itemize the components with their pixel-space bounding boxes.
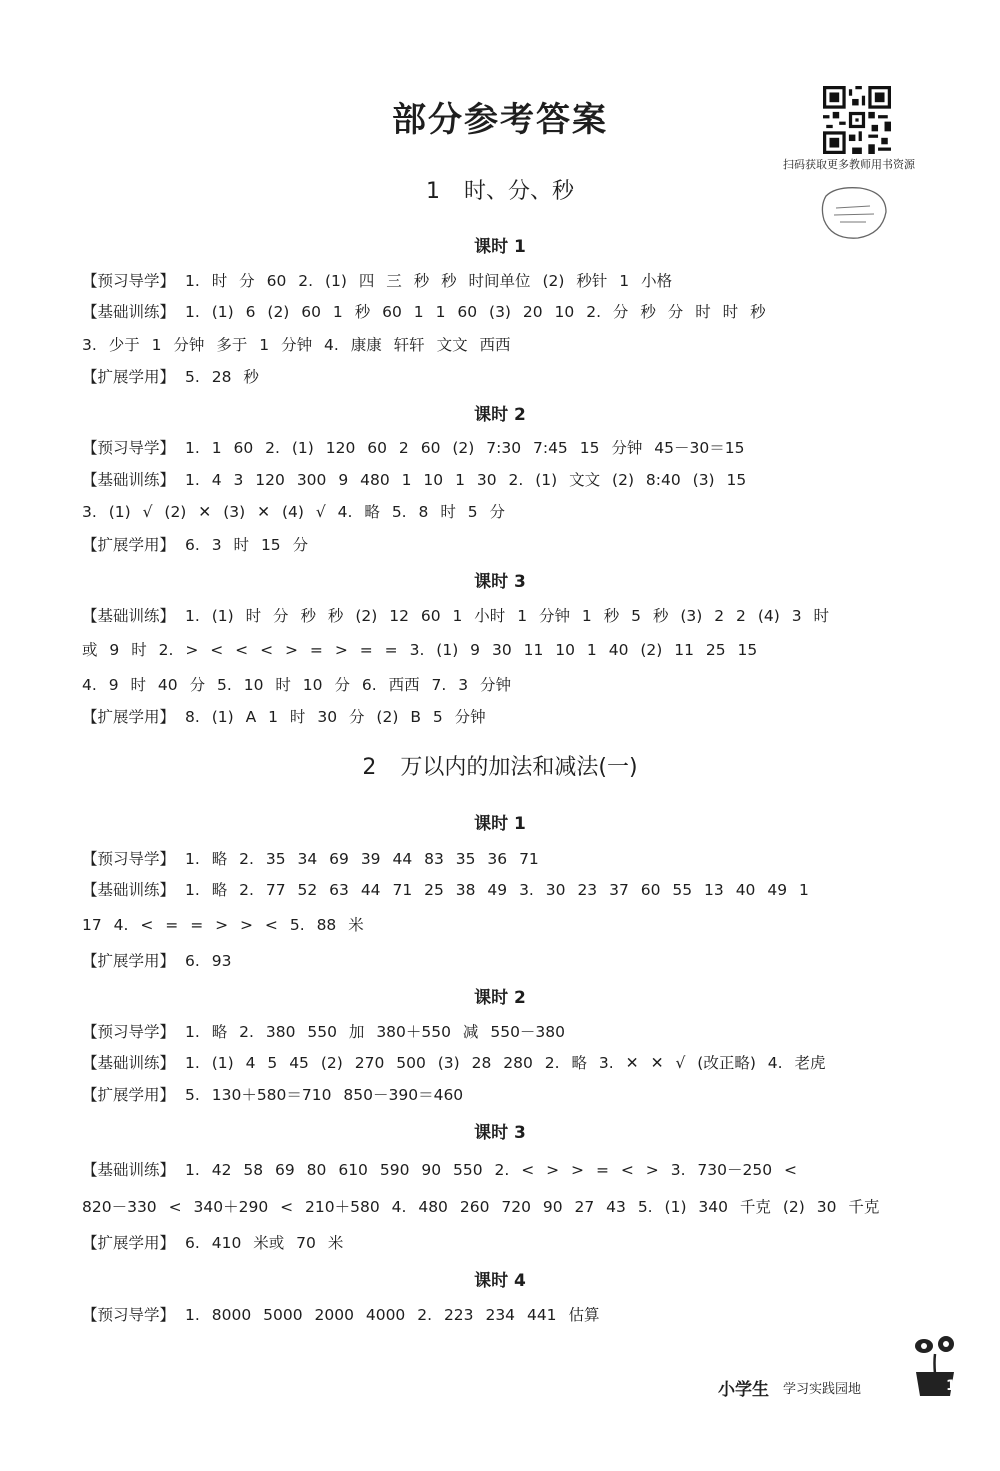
lesson-title: 课时 1 [474, 814, 526, 834]
answer-text: 3. (1) √ (2) ✕ (3) ✕ (4) √ 4. 略 5. 8 时 5 分 [82, 503, 506, 521]
answer-text: 3. 少于 1 分钟 多于 1 分钟 4. 康康 轩轩 文文 西西 [82, 336, 511, 354]
answer-line [82, 468, 746, 490]
section-tag: 【预习导学】 [82, 439, 176, 457]
answer-text: 8. (1) A 1 时 30 分 (2) B 5 分钟 [185, 708, 486, 726]
lesson-title: 课时 4 [474, 1271, 526, 1291]
chapter-heading [0, 174, 1000, 205]
answer-text: 1. 略 2. 35 34 69 39 44 83 35 36 71 [185, 850, 539, 868]
answer-line [82, 300, 766, 322]
section-tag: 【扩展学用】 [82, 1234, 176, 1252]
section-tag: 【基础训练】 [82, 607, 176, 625]
chapter-number: 1 [425, 179, 440, 204]
answer-line [82, 1051, 826, 1073]
answer-line [82, 1158, 797, 1180]
answer-line [82, 500, 505, 522]
answer-text: 1. 42 58 69 80 610 590 90 550 2. < > > = < > 3. 730－250 < [185, 1161, 798, 1179]
answer-text: 1. 时 分 60 2. (1) 四 三 秒 秒 时间单位 (2) 秒针 1 小格 [185, 272, 673, 290]
answer-line [82, 533, 308, 555]
answer-line [82, 1303, 599, 1325]
section-tag: 【预习导学】 [82, 1023, 176, 1041]
plant-logo-icon [904, 1332, 966, 1398]
section-tag: 【预习导学】 [82, 272, 176, 290]
answer-text: 1. (1) 时 分 秒 秒 (2) 12 60 1 小时 1 分钟 1 秒 5 秒 (3) 2 2 (4) 3 时 [185, 607, 829, 625]
answer-line [82, 604, 829, 626]
section-tag: 【预习导学】 [82, 850, 176, 868]
answer-text: 17 4. < = = > > < 5. 88 米 [82, 916, 364, 934]
section-tag: 【扩展学用】 [82, 1086, 176, 1104]
answer-text: 1. (1) 4 5 45 (2) 270 500 (3) 28 280 2. 略 3. ✕ ✕ √ (改正略) 4. 老虎 [185, 1054, 826, 1072]
answer-line [82, 269, 672, 291]
section-tag: 【基础训练】 [82, 471, 176, 489]
section-tag: 【基础训练】 [82, 303, 176, 321]
answer-text: 1. (1) 6 (2) 60 1 秒 60 1 1 60 (3) 20 10 2. 分 秒 分 时 时 秒 [185, 303, 766, 321]
section-tag: 【扩展学用】 [82, 536, 176, 554]
lesson-title: 课时 3 [474, 572, 526, 592]
answer-text: 820－330 < 340＋290 < 210＋580 4. 480 260 720 90 27 43 5. (1) 340 千克 (2) 30 千克 [82, 1198, 880, 1216]
answer-line [82, 878, 809, 900]
answer-line [82, 913, 364, 935]
answer-line [82, 333, 511, 355]
chapter-title: 万以内的加法和减法(一) [400, 755, 638, 780]
answer-text: 5. 130＋580＝710 850－390＝460 [185, 1086, 464, 1104]
answer-text: 1. 8000 5000 2000 4000 2. 223 234 441 估算 [185, 1306, 600, 1324]
lesson-title: 课时 2 [474, 405, 526, 425]
section-tag: 【扩展学用】 [82, 368, 176, 386]
answer-line [82, 705, 486, 727]
answer-text: 1. 4 3 120 300 9 480 1 10 1 30 2. (1) 文文 (2) 8:40 (3) 15 [185, 471, 747, 489]
answer-line [82, 436, 744, 458]
lesson-title: 课时 3 [474, 1123, 526, 1143]
answer-line [82, 1083, 463, 1105]
section-tag: 【基础训练】 [82, 881, 176, 899]
answer-text: 1. 略 2. 380 550 加 380＋550 减 550－380 [185, 1023, 566, 1041]
qr-code-icon[interactable] [823, 86, 891, 154]
footer-brand: 小学生 [718, 1380, 769, 1400]
lesson-title: 课时 1 [474, 237, 526, 257]
answer-text: 5. 28 秒 [185, 368, 259, 386]
chapter-heading [0, 750, 1000, 781]
section-tag: 【预习导学】 [82, 1306, 176, 1324]
answer-text: 1. 略 2. 77 52 63 44 71 25 38 49 3. 30 23 37 60 55 13 40 49 1 [185, 881, 809, 899]
answer-text: 6. 3 时 15 分 [185, 536, 309, 554]
section-tag: 【基础训练】 [82, 1054, 176, 1072]
answer-line [82, 638, 757, 660]
answer-line [82, 1231, 343, 1253]
answer-line [82, 365, 259, 387]
answer-line [82, 1195, 879, 1217]
qr-caption: 扫码获取更多教师用书资源 [783, 158, 915, 171]
footer-subtitle: 学习实践园地 [783, 1382, 862, 1397]
answer-line [82, 847, 539, 869]
answer-line [82, 673, 511, 695]
answer-line [82, 949, 231, 971]
answer-text: 或 9 时 2. > < < < > = > = = 3. (1) 9 30 11 10 1 40 (2) 11 25 15 [82, 641, 758, 659]
answer-text: 6. 410 米或 70 米 [185, 1234, 344, 1252]
chapter-title: 时、分、秒 [463, 179, 574, 204]
section-tag: 【扩展学用】 [82, 952, 176, 970]
chapter-number: 2 [362, 755, 377, 780]
answer-line [82, 1020, 565, 1042]
section-tag: 【扩展学用】 [82, 708, 176, 726]
page-title: 部分参考答案 [392, 100, 608, 140]
answer-text: 6. 93 [185, 952, 232, 970]
answer-text: 1. 1 60 2. (1) 120 60 2 60 (2) 7:30 7:45 15 分钟 45－30＝15 [185, 439, 745, 457]
lesson-title: 课时 2 [474, 988, 526, 1008]
section-tag: 【基础训练】 [82, 1161, 176, 1179]
page-number: 1 [946, 1378, 956, 1394]
answer-text: 4. 9 时 40 分 5. 10 时 10 分 6. 西西 7. 3 分钟 [82, 676, 512, 694]
